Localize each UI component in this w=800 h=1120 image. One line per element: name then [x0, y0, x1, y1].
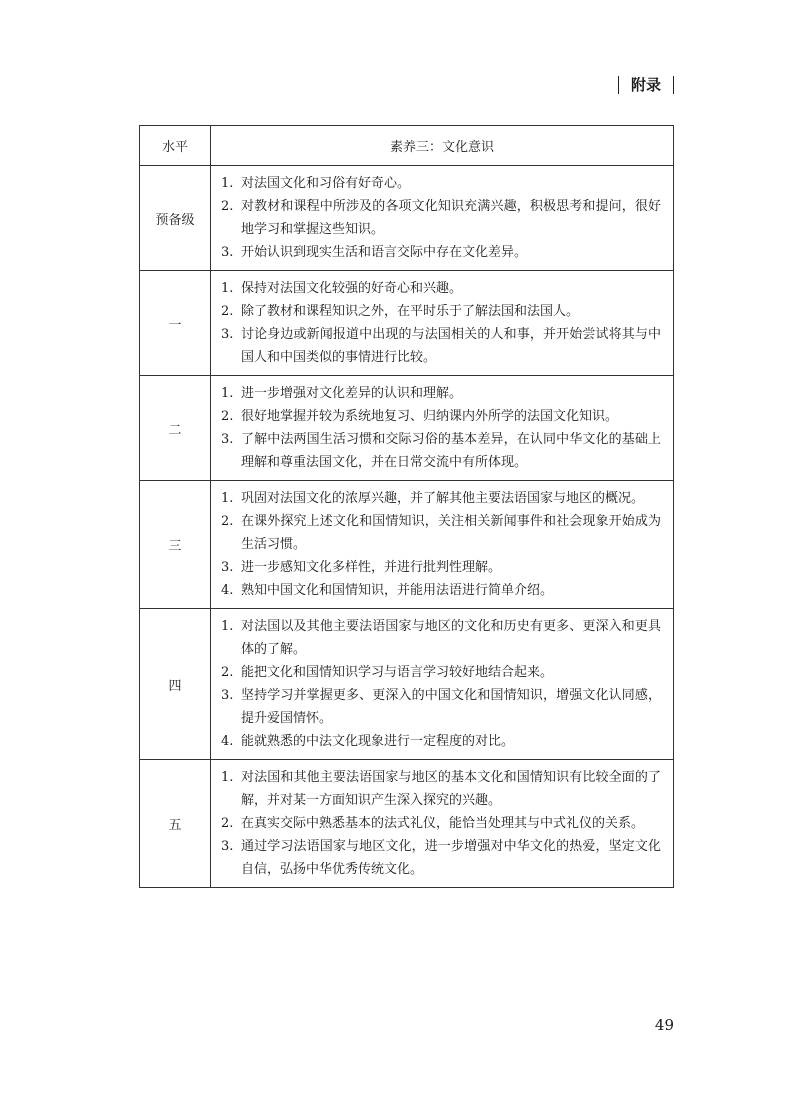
list-item-number: 3.: [221, 560, 234, 575]
list-item-number: 3.: [221, 327, 234, 342]
list-item-text: 了解中法两国生活习惯和交际习俗的基本差异，在认同中华文化的基础上理解和尊重法国文化，并在日常交流中有所体现。: [241, 432, 661, 470]
requirement-list: [221, 487, 661, 602]
list-item-text: 能就熟悉的中法文化现象进行一定程度的对比。: [241, 734, 515, 749]
description-cell: [211, 271, 674, 376]
table-header-row: [140, 126, 674, 166]
header-divider-right: [673, 76, 674, 94]
list-item-text: 巩固对法国文化的浓厚兴趣，并了解其他主要法语国家与地区的概况。: [241, 491, 645, 506]
description-cell: [211, 760, 674, 888]
table-row: [140, 166, 674, 271]
header-section-title: 附录: [630, 76, 661, 94]
list-item: [221, 405, 661, 428]
list-item-text: 在课外探究上述文化和国情知识，关注相关新闻事件和社会现象开始成为生活习惯。: [241, 514, 661, 552]
list-item-number: 4.: [221, 734, 234, 749]
list-item: [221, 661, 661, 684]
list-item-number: 2.: [221, 514, 234, 529]
list-item-number: 1.: [221, 619, 234, 634]
table-row: [140, 481, 674, 609]
list-item-text: 对教材和课程中所涉及的各项文化知识充满兴趣，积极思考和提问，很好地学习和掌握这些知识。: [241, 199, 661, 237]
table-row: [140, 760, 674, 888]
list-item: [221, 510, 661, 556]
requirement-list: [221, 277, 661, 369]
list-item-text: 除了教材和课程知识之外，在平时乐于了解法国和法国人。: [241, 304, 580, 319]
list-item-number: 1.: [221, 281, 234, 296]
level-cell: 一: [140, 271, 211, 376]
column-header-description: 素养三：文化意识: [211, 126, 674, 166]
list-item-number: 3.: [221, 432, 234, 447]
table-body: [140, 166, 674, 888]
list-item-text: 能把文化和国情知识学习与语言学习较好地结合起来。: [241, 665, 554, 680]
list-item: [221, 579, 661, 602]
list-item-text: 很好地掌握并较为系统地复习、归纳课内外所学的法国文化知识。: [241, 409, 619, 424]
list-item-text: 对法国以及其他主要法语国家与地区的文化和历史有更多、更深入和更具体的了解。: [241, 619, 661, 657]
culture-awareness-table: [139, 125, 674, 888]
description-cell: [211, 166, 674, 271]
requirement-list: [221, 766, 661, 881]
list-item-number: 3.: [221, 839, 234, 854]
header-divider-left: [618, 76, 619, 94]
list-item: [221, 323, 661, 369]
list-item: [221, 277, 661, 300]
requirement-list: [221, 615, 661, 753]
list-item: [221, 300, 661, 323]
list-item: [221, 382, 661, 405]
list-item-text: 保持对法国文化较强的好奇心和兴趣。: [241, 281, 463, 296]
description-cell: [211, 376, 674, 481]
list-item: [221, 730, 661, 753]
column-header-level: 水平: [140, 126, 211, 166]
list-item-number: 2.: [221, 409, 234, 424]
list-item-text: 对法国和其他主要法语国家与地区的基本文化和国情知识有比较全面的了解，并对某一方面知识产生深入探究的兴趣。: [241, 770, 661, 808]
list-item: [221, 835, 661, 881]
table-row: [140, 271, 674, 376]
list-item-number: 2.: [221, 304, 234, 319]
list-item-number: 1.: [221, 491, 234, 506]
requirement-list: [221, 382, 661, 474]
list-item: [221, 487, 661, 510]
list-item-text: 熟知中国文化和国情知识，并能用法语进行简单介绍。: [241, 583, 554, 598]
list-item-number: 3.: [221, 245, 234, 260]
list-item: [221, 428, 661, 474]
list-item: [221, 684, 661, 730]
list-item: [221, 812, 661, 835]
table-row: [140, 376, 674, 481]
list-item: [221, 195, 661, 241]
list-item-text: 坚持学习并掌握更多、更深入的中国文化和国情知识，增强文化认同感，提升爱国情怀。: [241, 688, 661, 726]
level-cell: 四: [140, 609, 211, 760]
table-row: [140, 609, 674, 760]
level-cell: 三: [140, 481, 211, 609]
level-cell: 二: [140, 376, 211, 481]
list-item-number: 1.: [221, 176, 234, 191]
level-cell: 五: [140, 760, 211, 888]
list-item-number: 2.: [221, 199, 234, 214]
list-item-number: 4.: [221, 583, 234, 598]
list-item: [221, 556, 661, 579]
list-item-text: 讨论身边或新闻报道中出现的与法国相关的人和事，并开始尝试将其与中国人和中国类似的事情进行比较。: [241, 327, 661, 365]
level-cell: 预备级: [140, 166, 211, 271]
requirement-list: [221, 172, 661, 264]
list-item-number: 3.: [221, 688, 234, 703]
list-item-number: 1.: [221, 386, 234, 401]
list-item-text: 开始认识到现实生活和语言交际中存在文化差异。: [241, 245, 528, 260]
description-cell: [211, 609, 674, 760]
description-cell: [211, 481, 674, 609]
list-item-number: 1.: [221, 770, 234, 785]
list-item: [221, 241, 661, 264]
running-header: [618, 74, 674, 95]
list-item: [221, 615, 661, 661]
list-item-number: 2.: [221, 816, 234, 831]
list-item-text: 在真实交际中熟悉基本的法式礼仪，能恰当处理其与中式礼仪的关系。: [241, 816, 645, 831]
page-number: 49: [654, 1016, 674, 1034]
list-item: [221, 766, 661, 812]
list-item-text: 进一步增强对文化差异的认识和理解。: [241, 386, 463, 401]
list-item-text: 通过学习法语国家与地区文化，进一步增强对中华文化的热爱，坚定文化自信，弘扬中华优秀传统文化。: [241, 839, 661, 877]
list-item: [221, 172, 661, 195]
list-item-number: 2.: [221, 665, 234, 680]
list-item-text: 对法国文化和习俗有好奇心。: [241, 176, 411, 191]
list-item-text: 进一步感知文化多样性，并进行批判性理解。: [241, 560, 502, 575]
